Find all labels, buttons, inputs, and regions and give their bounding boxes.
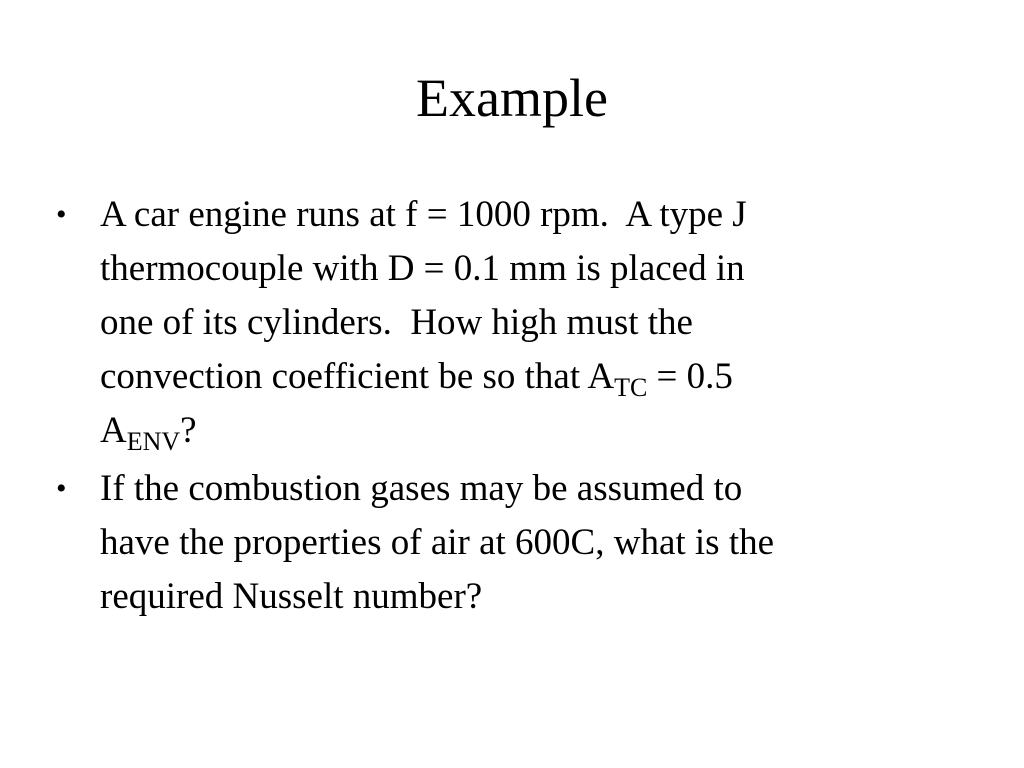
bullet-2-line-1: If the combustion gases may be assumed to (100, 468, 743, 509)
subscript-tc: TC (614, 372, 648, 402)
bullet-item-1 (56, 188, 960, 458)
bullet-1-line-4-text: convection coefficient be so that A (100, 356, 615, 397)
subscript-env: ENV (126, 426, 181, 456)
question-mark: ? (180, 410, 197, 451)
bullet-item-2 (56, 462, 960, 624)
a-symbol: A (100, 410, 127, 451)
bullet-1-line-4 (100, 350, 960, 404)
bullet-2-line-3: required Nusselt number? (100, 576, 483, 617)
bullet-1-line-5 (100, 404, 960, 458)
bullet-list (56, 188, 960, 628)
bullet-2-line-2: have the properties of air at 600C, what is the (100, 522, 775, 563)
bullet-marker: • (56, 472, 67, 505)
slide-title: Example (416, 68, 608, 128)
bullet-1-line-4-value: = 0.5 (647, 356, 733, 397)
bullet-1-line-1: A car engine runs at f = 1000 rpm. A type J (100, 194, 747, 235)
bullet-1-line-2: thermocouple with D = 0.1 mm is placed in (100, 248, 745, 289)
bullet-marker: • (56, 198, 67, 231)
bullet-1-line-3: one of its cylinders. How high must the (100, 302, 693, 343)
